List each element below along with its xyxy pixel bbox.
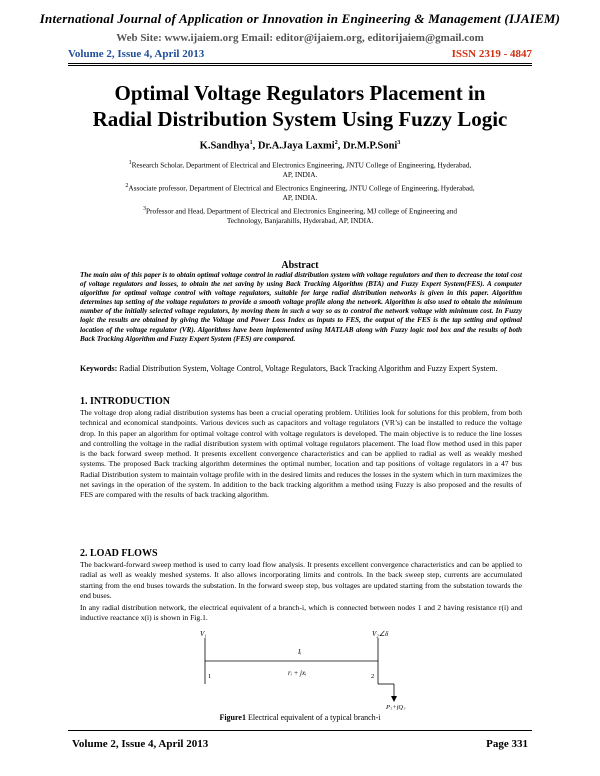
abstract-heading: Abstract xyxy=(281,260,319,271)
affiliation xyxy=(100,158,500,180)
affiliation-line: Technology, Banjarahills, Hyderabad, AP, INDIA. xyxy=(226,216,374,226)
journal-title: International Journal of Application or Innovation in Engineering & Management (IJAIEM) xyxy=(39,11,561,26)
affiliation xyxy=(100,204,500,226)
section-heading: 1. INTRODUCTION xyxy=(80,396,171,407)
paper-title-line-1: Optimal Voltage Regulators Placement in xyxy=(114,81,486,105)
branch-circuit-diagram xyxy=(190,624,420,710)
author-name: Dr.A.Jaya Laxmi xyxy=(257,140,335,152)
author-name: K.Sandhya xyxy=(199,140,250,152)
section-paragraph: The backward-forward sweep method is used to carry load flow analysis. It presents excellent convergence characteristics and can be applied to radial as well as weakly meshed systems. It also allows incorporating limits and controls. In the back sweep step, currents are accumulated starting from the end buses towards the substation. In the forward sweep step, bus voltages are updated starting from the substation towards the end buses. xyxy=(80,560,522,600)
keywords xyxy=(80,364,522,374)
voltage-v2-label: V₂∠δ xyxy=(372,630,389,638)
section-paragraph: In any radial distribution network, the electrical equivalent of a branch-i, which is connected between nodes 1 and 2 having resistance r(i) and inductive reactance x(i) is shown in Fig.1. xyxy=(80,603,522,623)
node2-label: 2 xyxy=(371,673,375,680)
section-paragraph: The voltage drop along radial distribution systems has been a crucial operating problem. Utilities look for solutions for this problem, from both technical and economical standpoints. Various devices such as capacitors and voltage regulators (VR’s) can be installed to reduce the voltage drop. In this paper an algorithm for optimal voltage control with voltage regulators is developed. The main objective is to reduce the line losses and controlling the voltage in the radial distribution system with optimal voltage regulators placement. The load flow method used in this paper is the back forward sweep method. It presents excellent convergence characteristics and can be applied to radial as well as weakly meshed systems. The proposed Back tracking algorithm determines the optimal number, location and tap positions of voltage regulators in a 47 bus Radial Distribution system to maintain voltage profile with in the desired limits and reduces the losses in the system which in turn maximizes the net savings in the operation of the system. In addition to the back tracking algorithm a method using Fuzzy is also proposed and the results of FES are compared with the results of back tracking algorithm. xyxy=(80,408,522,500)
affiliation-line: AP, INDIA. xyxy=(282,170,318,180)
author-marker: 1 xyxy=(249,140,253,146)
keywords-label: Keywords: xyxy=(80,364,118,373)
figure-caption xyxy=(0,713,600,722)
header-volume: Volume 2, Issue 4, April 2013 xyxy=(68,48,205,60)
figure-number: Figure1 xyxy=(219,713,246,722)
author-separator: , xyxy=(252,140,258,152)
footer-page-number: Page 331 xyxy=(486,738,528,750)
impedance-label: rᵢ + jxᵢ xyxy=(288,669,307,677)
affiliation-marker: 1 xyxy=(128,160,132,166)
section-heading: 2. LOAD FLOWS xyxy=(80,548,158,559)
affiliation-line: AP, INDIA. xyxy=(282,193,318,203)
load-arrow-icon xyxy=(391,696,397,702)
footer-rule xyxy=(68,730,532,731)
header-rule xyxy=(68,63,532,64)
affiliation-marker: 2 xyxy=(125,183,129,189)
author-name: Dr.M.P.Soni xyxy=(342,140,398,152)
load-label: P₂+jQ₂ xyxy=(386,704,406,710)
paper-title-line-2: Radial Distribution System Using Fuzzy Logic xyxy=(92,107,508,131)
affiliation-line: Research Scholar, Department of Electrical and Electronics Engineering, JNTU College of Engineering, Hyderabad, xyxy=(131,160,472,170)
footer-volume: Volume 2, Issue 4, April 2013 xyxy=(72,738,209,750)
affiliation-line: Associate professor, Department of Electrical and Electronics Engineering, JNTU College of Engineering, Hyderabad, xyxy=(128,183,475,193)
header-rule-2 xyxy=(68,65,532,66)
keywords-text: Radial Distribution System, Voltage Control, Voltage Regulators, Back Tracking Algorithm and Fuzzy Expert System. xyxy=(117,364,498,373)
figure-caption-text: Electrical equivalent of a typical branch-i xyxy=(245,713,381,722)
paper-title xyxy=(60,80,540,132)
affiliation xyxy=(100,181,500,203)
author-separator: , xyxy=(337,140,343,152)
abstract-text: The main aim of this paper is to obtain optimal voltage control in radial distribution system with voltage regulators and then to decrease the total cost of voltage regulators and losses, to obtain the net saving by using Back Tracking Algorithm (BTA) and Fuzzy Expert System(FES). A computer algorithm for optimal voltage control with voltage regulators, suitable for large radial distribution networks is given in this paper. Algorithm determines tap setting of the voltage regulators to provide a smooth voltage profile along the network. Algorithm is also used to obtain the minimum number of the initially selected voltage regulators, by moving them in such a way so as to control the network voltage with minimum cost. In Fuzzy logic the results are obtained by giving the Voltage and Power Loss Index as inputs to FES, the output of the FES is the tap setting and optimal location of the voltage regulator (VR). Algorithms have been implemented using MATLAB along with Fuzzy logic tool box and the results of both Back Tracking Algorithm and Fuzzy Expert System (FES) are compared. xyxy=(80,271,522,343)
current-label: Iᵢ xyxy=(298,648,302,656)
voltage-v1-label: V₁ xyxy=(200,630,207,638)
author-list xyxy=(0,140,600,152)
header-issn: ISSN 2319 - 4847 xyxy=(451,48,532,60)
website-line: Web Site: www.ijaiem.org Email: editor@ijaiem.org, editorijaiem@gmail.com xyxy=(116,32,484,44)
affiliation-marker: 3 xyxy=(142,206,146,212)
author-marker: 2 xyxy=(334,140,338,146)
author-marker: 3 xyxy=(397,140,401,146)
node1-label: 1 xyxy=(208,673,212,680)
affiliation-line: Professor and Head, Department of Electrical and Electronics Engineering, MJ college of Engineering and xyxy=(145,206,458,216)
